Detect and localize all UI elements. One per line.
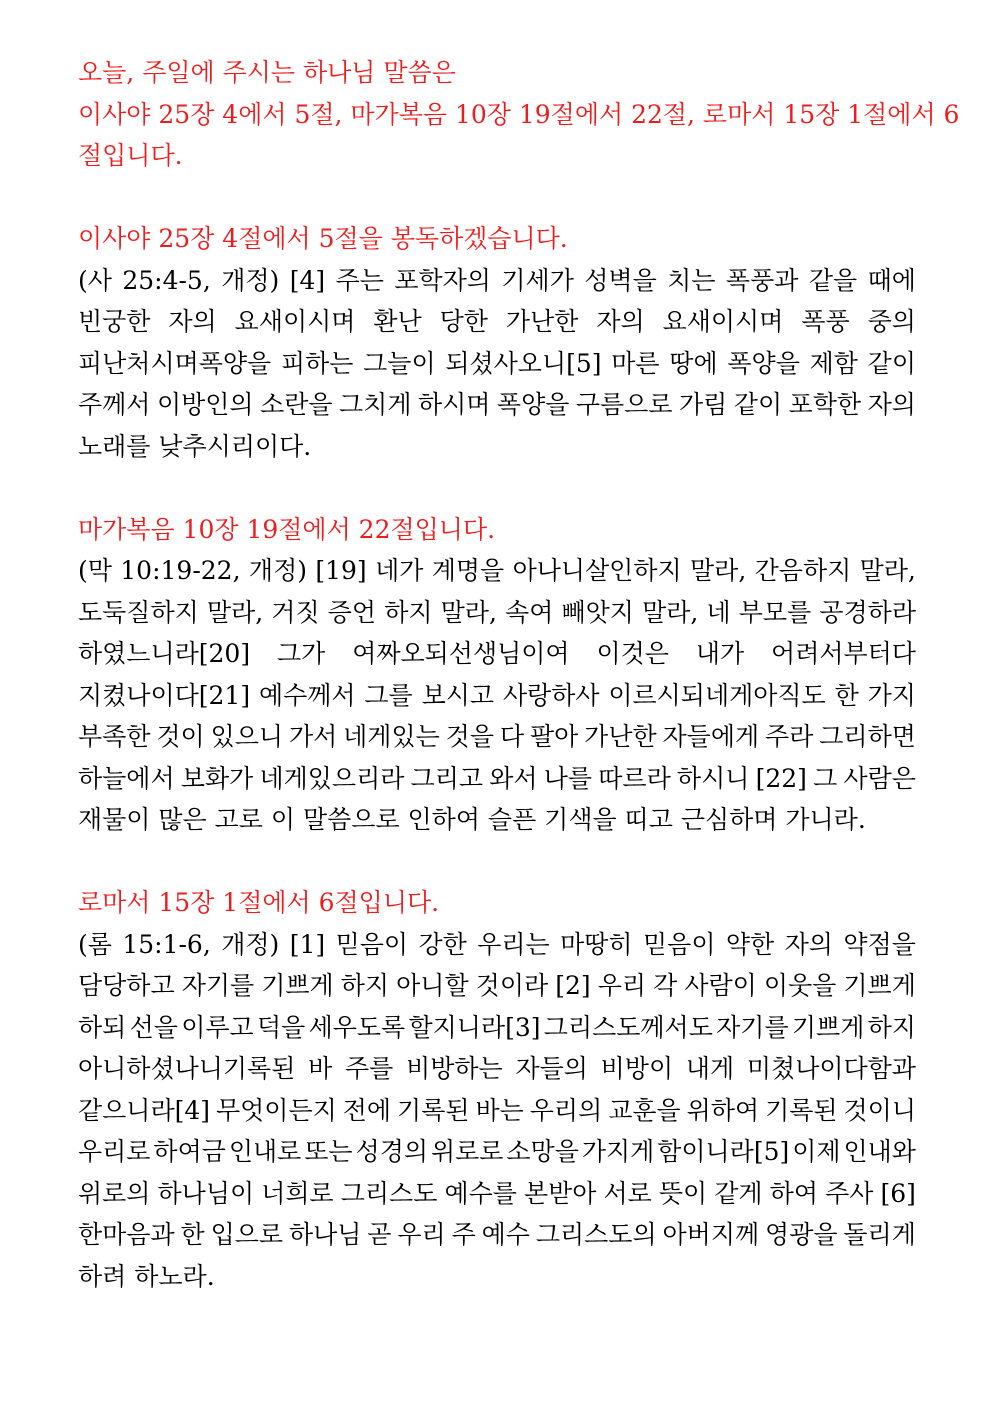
- verse-word: 한마음과: [78, 1220, 175, 1249]
- verse-word: 서로: [603, 1178, 652, 1208]
- verse-word: 당한: [439, 307, 488, 336]
- verse-word: 그리스도: [340, 1178, 438, 1208]
- verse-word: 소란을: [260, 390, 333, 419]
- verse-word: 믿음이: [643, 929, 716, 959]
- section-gap: [78, 467, 916, 509]
- verse-word: 자들에게: [662, 722, 760, 751]
- verse-word: 피난처시며폭양을: [78, 348, 272, 378]
- verse-word: 하나님이: [157, 1178, 255, 1208]
- verse-line: [78, 343, 916, 385]
- verse-word: 자의: [867, 390, 916, 419]
- verse-word: 간음하지: [754, 556, 852, 585]
- verse-word: 부모를: [738, 597, 812, 627]
- verse-word: 하지: [867, 1012, 916, 1042]
- verse-word: 치는: [667, 265, 716, 295]
- verse-word: 자들의: [515, 1054, 588, 1083]
- verse-word: 환난: [373, 307, 422, 336]
- verse-line: [78, 384, 916, 426]
- verse-word: 그늘이: [363, 348, 436, 378]
- verse-word: 예수께서: [258, 680, 356, 710]
- verse-word: 주사: [825, 1178, 874, 1208]
- verse-word: 빼앗지: [561, 597, 634, 627]
- verse-line: [78, 924, 916, 966]
- verse-word: 이방인의: [156, 390, 254, 419]
- verse-word: 이르시되네게아직도: [608, 680, 826, 710]
- verse-word: 제함: [809, 348, 858, 378]
- verse-line: [78, 965, 916, 1007]
- verse-word: 전에: [342, 1095, 392, 1125]
- verse-word: 위로의: [78, 1178, 151, 1208]
- verse-word: 같을: [808, 265, 858, 295]
- verse-word: 우리로: [78, 1137, 151, 1166]
- verse-word: 구름으로: [575, 390, 673, 419]
- verse-word: 되셨사오니[5]: [445, 348, 602, 378]
- verse-word: 가난한: [584, 722, 657, 751]
- verse-word: 와서: [489, 763, 538, 793]
- verse-word: 여짜오되선생님이여: [352, 639, 570, 668]
- document-page: [78, 52, 960, 1297]
- verse-word: 것이라: [475, 971, 549, 1000]
- verse-word: 이웃을: [763, 971, 837, 1000]
- verse-word: 비방하는: [406, 1054, 503, 1083]
- verse-word: 하였느니라[20]: [78, 639, 251, 668]
- verse-word: 어려서부터다: [771, 639, 916, 668]
- verse-word: 것이니: [843, 1095, 916, 1125]
- verse-word: 하지: [340, 971, 390, 1000]
- verse-word: 세우도록: [308, 1012, 406, 1042]
- verse-word: 피하는: [280, 348, 354, 378]
- verse-word: 네: [706, 597, 731, 627]
- verse-word: 하시니: [676, 763, 750, 793]
- verse-word: 15:1-6,: [122, 929, 211, 959]
- verse-word: 속여: [505, 597, 554, 627]
- verse-word: 폭풍: [801, 307, 850, 336]
- verse-word: 너희로: [261, 1178, 334, 1208]
- verse-word: 가서: [288, 722, 338, 751]
- verse-word: 성경의: [355, 1137, 428, 1166]
- verse-word: 하여금: [153, 1137, 226, 1166]
- verse-line: [78, 1007, 916, 1049]
- verse-word: 선을: [129, 1012, 178, 1042]
- verse-word: [22]: [755, 763, 807, 793]
- verse-word: 하되: [78, 1012, 127, 1042]
- section-heading-isaiah: 이사야 25장 4절에서 5절을 봉독하겠습니다.: [78, 224, 568, 253]
- section-gap: [78, 841, 916, 883]
- verse-word: [4]: [289, 265, 326, 295]
- verse-word: 네가: [375, 556, 424, 585]
- verse-word: 다: [499, 722, 525, 751]
- verse-word: 아니하셨나니기록된: [78, 1054, 296, 1083]
- verse-word: 같이: [867, 348, 916, 378]
- verse-word: 마른: [611, 348, 660, 378]
- verse-word: 내게: [685, 1054, 735, 1083]
- verse-word: 예수를: [444, 1178, 517, 1208]
- verse-word: 인내와: [843, 1137, 916, 1166]
- verse-word: [1]: [289, 929, 326, 959]
- verse-word: 담당하고: [78, 971, 175, 1000]
- verse-word: 아버지께: [662, 1220, 760, 1249]
- verse-line: [78, 1048, 916, 1090]
- verse-word: 팔아: [529, 722, 579, 751]
- verse-line: [78, 550, 916, 592]
- verse-line: [78, 633, 916, 675]
- verse-word: 25:4-5,: [122, 265, 211, 295]
- verse-word: 같으니라[4]: [78, 1095, 211, 1125]
- verse-word: 가난한: [505, 307, 579, 336]
- verse-word: 교훈을: [608, 1095, 681, 1125]
- verse-word: 덕을: [256, 1012, 306, 1042]
- verse-word: 자의: [596, 307, 645, 336]
- verse-line: [78, 1090, 916, 1132]
- verse-word: [19]: [315, 556, 367, 585]
- verse-line: [78, 716, 916, 758]
- verse-word: 소망을: [506, 1137, 579, 1166]
- verse-word: 폭양을: [727, 348, 800, 378]
- verse-word: 위하여: [686, 1095, 760, 1125]
- verse-word: 계명을: [431, 556, 505, 585]
- verse-word: 기쁘게: [843, 971, 916, 1000]
- verse-word: 한: [180, 1220, 205, 1249]
- verse-word: 하나님: [288, 1220, 362, 1249]
- verse-word: 한: [834, 680, 859, 710]
- verse-word: 개정): [221, 265, 280, 295]
- verse-word: 아나니살인하지: [512, 556, 682, 585]
- verse-word: 할지니라[3]: [408, 1012, 541, 1042]
- verse-line: [78, 592, 916, 634]
- verse-word: 요새이시며: [662, 307, 784, 336]
- verse-word: 하지: [384, 597, 433, 627]
- verse-line: [78, 1131, 916, 1173]
- verse-word: 위로로: [430, 1137, 504, 1166]
- verse-word: [6]: [880, 1178, 916, 1208]
- verse-word: 주: [451, 1220, 476, 1249]
- verse-word: 땅에: [669, 348, 718, 378]
- verse-word: 때에: [867, 265, 916, 295]
- verse-word: 부족한: [78, 722, 151, 751]
- verse-word: 입으로: [210, 1220, 284, 1249]
- verse-line: 하려 하노라.: [78, 1261, 215, 1291]
- verse-word: 약한: [725, 929, 775, 959]
- verse-word: 주는: [335, 265, 384, 295]
- verse-word: 바는: [475, 1095, 524, 1125]
- verse-word: 따르라: [598, 763, 671, 793]
- verse-word: 도둑질하지: [78, 597, 199, 627]
- verse-word: 주께서: [78, 390, 151, 419]
- verse-line: [78, 1173, 916, 1215]
- verse-word: 바: [308, 1054, 333, 1083]
- verse-word: 하시며: [417, 390, 491, 419]
- verse-word: 말라,: [859, 556, 916, 585]
- verse-word: 약점을: [843, 929, 916, 959]
- verse-word: 본받아: [523, 1178, 597, 1208]
- verse-word: 그리고: [410, 763, 484, 793]
- verse-word: 요새이시며: [234, 307, 356, 336]
- verse-word: 이제: [792, 1137, 841, 1166]
- verse-word: 것을: [445, 722, 494, 751]
- verse-word: 그: [813, 763, 838, 793]
- verse-word: 개정): [248, 556, 307, 585]
- verse-word: 말라,: [206, 597, 264, 627]
- verse-line: [78, 675, 916, 717]
- verse-word: 이것은: [596, 639, 669, 668]
- verse-word: 기쁘게: [791, 1012, 865, 1042]
- verse-word: 아니할: [396, 971, 469, 1000]
- verse-word: 말라,: [642, 597, 699, 627]
- verse-word: 네게있는: [343, 722, 440, 751]
- verse-word: (사: [78, 265, 112, 295]
- verse-word: 기쁘게: [261, 971, 334, 1000]
- verse-word: 영광을: [765, 1220, 838, 1249]
- verse-word: 강한: [418, 929, 467, 959]
- verse-word: 그리스도의: [535, 1220, 657, 1249]
- verse-word: 포학자의: [394, 265, 491, 295]
- verse-word: 폭풍과: [725, 265, 799, 295]
- verse-word: 우리는: [477, 929, 550, 959]
- verse-word: 같게: [714, 1178, 763, 1208]
- verse-word: 주라: [765, 722, 814, 751]
- verse-word: 있으니: [210, 722, 284, 751]
- verse-word: 인내로: [228, 1137, 302, 1166]
- verse-word: [2]: [555, 971, 591, 1000]
- verse-word: 그를: [364, 680, 413, 710]
- verse-word: 보시고: [421, 680, 495, 710]
- verse-line: [78, 1214, 916, 1256]
- verse-word: 빈궁한: [78, 307, 151, 336]
- verse-word: 믿음이: [335, 929, 409, 959]
- verse-word: 공경하라: [819, 597, 916, 627]
- verse-word: 자의: [784, 929, 833, 959]
- verse-word: 우리의: [529, 1095, 603, 1125]
- verse-line: [78, 301, 916, 343]
- verse-word: 그가: [276, 639, 326, 668]
- verse-word: 가지: [867, 680, 916, 710]
- verse-word: 이루고: [181, 1012, 254, 1042]
- verse-word: 내가: [695, 639, 745, 668]
- verse-word: 가지게: [581, 1137, 655, 1166]
- verse-word: 그리스도께서도: [543, 1012, 713, 1042]
- verse-word: 또는: [304, 1137, 353, 1166]
- section-heading-mark: 마가복음 10장 19절에서 22절입니다.: [78, 514, 496, 544]
- verse-word: 말라,: [690, 556, 747, 585]
- verse-word: 사람이: [684, 971, 757, 1000]
- intro-line-1: 오늘, 주일에 주시는 하나님 말씀은: [78, 58, 456, 87]
- verse-word: 자기를: [716, 1012, 789, 1042]
- verse-word: 돌리게: [843, 1220, 916, 1249]
- verse-word: 가림: [678, 390, 728, 419]
- verse-word: 자의: [168, 307, 217, 336]
- verse-word: 포학한: [788, 390, 862, 419]
- verse-word: 기록된: [397, 1095, 470, 1125]
- section-heading-romans: 로마서 15장 1절에서 6절입니다.: [78, 888, 440, 917]
- verse-word: 기록된: [765, 1095, 838, 1125]
- verse-word: 지켰나이다[21]: [78, 680, 251, 710]
- verse-line: [78, 758, 916, 800]
- verse-word: 하여: [769, 1178, 818, 1208]
- verse-word: 그리하면: [819, 722, 916, 751]
- verse-word: 나를: [543, 763, 593, 793]
- verse-word: 비방이: [600, 1054, 674, 1083]
- verse-word: (막: [78, 556, 112, 585]
- verse-word: 개정): [221, 929, 280, 959]
- verse-word: 마땅히: [560, 929, 633, 959]
- verse-word: 폭양을: [496, 390, 570, 419]
- verse-word: 성벽을: [584, 265, 657, 295]
- verse-line: [78, 260, 916, 302]
- verse-word: 네게있으리라: [259, 763, 405, 793]
- verse-word: 곧: [367, 1220, 392, 1249]
- intro-line-2: 이사야 25장 4에서 5절, 마가복음 10장 19절에서 22절, 로마서 15장 1절에서 6: [78, 99, 960, 129]
- verse-word: 하늘에서: [78, 763, 175, 793]
- verse-word: 우리: [597, 971, 647, 1000]
- verse-word: 사람은: [843, 763, 916, 793]
- verse-word: 중의: [867, 307, 916, 336]
- verse-word: 거짓: [271, 597, 320, 627]
- verse-word: 뜻이: [658, 1178, 708, 1208]
- verse-word: 사랑하사: [502, 680, 600, 710]
- verse-word: 것이: [156, 722, 205, 751]
- verse-word: (롬: [78, 929, 112, 959]
- section-gap: [78, 177, 916, 219]
- verse-word: 증언: [327, 597, 377, 627]
- verse-word: 함이니라[5]: [657, 1137, 790, 1166]
- intro-line-3: 절입니다.: [78, 141, 183, 170]
- verse-word: 그치게: [339, 390, 412, 419]
- verse-line: 노래를 낮추시리이다.: [78, 431, 312, 461]
- verse-word: 각: [653, 971, 678, 1000]
- verse-word: 미쳤나이다함과: [746, 1054, 916, 1083]
- verse-word: 기세가: [501, 265, 574, 295]
- verse-word: 무엇이든지: [216, 1095, 337, 1125]
- verse-word: 보화가: [180, 763, 254, 793]
- verse-word: 자기를: [181, 971, 255, 1000]
- verse-word: 예수: [481, 1220, 530, 1249]
- verse-word: 말라,: [440, 597, 497, 627]
- verse-word: 우리: [397, 1220, 446, 1249]
- verse-word: 주를: [345, 1054, 394, 1083]
- verse-line: 재물이 많은 고로 이 말씀으로 인하여 슬픈 기색을 띠고 근심하며 가니라.: [78, 805, 866, 834]
- verse-word: 같이: [733, 390, 783, 419]
- verse-word: 10:19-22,: [120, 556, 241, 585]
